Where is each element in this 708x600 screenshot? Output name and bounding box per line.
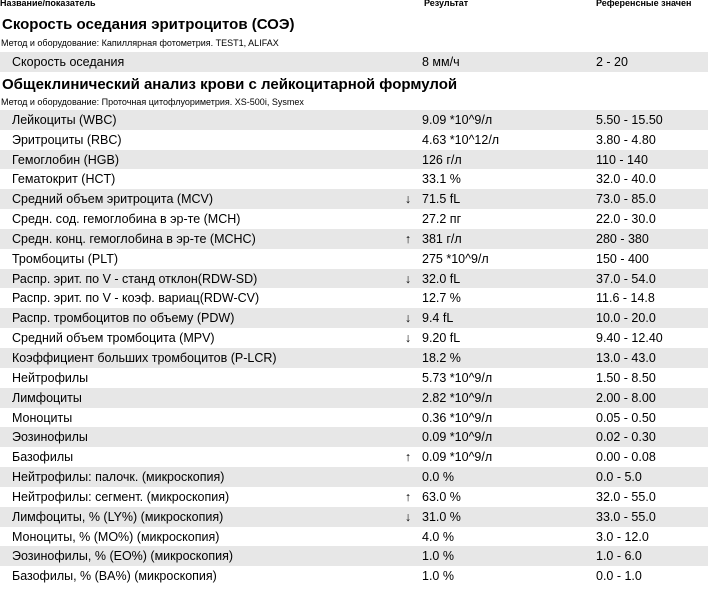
row-reference: 0.0 - 5.0: [596, 470, 642, 485]
table-row: [0, 546, 708, 566]
row-result: 381 г/л: [422, 231, 462, 246]
row-name: Моноциты: [12, 410, 73, 425]
row-flag-arrow-icon: ↑: [404, 450, 412, 465]
row-flag-arrow-icon: ↓: [404, 311, 412, 326]
table-row: [0, 308, 708, 328]
row-name: Распр. тромбоцитов по объему (PDW): [12, 311, 235, 326]
row-flag-arrow-icon: ↑: [404, 231, 412, 246]
table-row: [0, 388, 708, 408]
row-result: 126 г/л: [422, 152, 462, 167]
row-reference: 32.0 - 55.0: [596, 489, 656, 504]
row-name: Эозинофилы, % (EO%) (микроскопия): [12, 549, 234, 564]
section-rows-esr: [0, 52, 708, 72]
row-reference: 0.02 - 0.30: [596, 430, 656, 445]
row-result: 4.0 %: [422, 529, 454, 544]
table-row: [0, 348, 708, 368]
row-name: Эозинофилы: [12, 430, 88, 445]
row-reference: 73.0 - 85.0: [596, 192, 656, 207]
table-row: [0, 288, 708, 308]
row-result: 63.0 %: [422, 489, 461, 504]
row-reference: 280 - 380: [596, 231, 649, 246]
row-name: Средн. сод. гемоглобина в эр-те (MCH): [12, 212, 241, 227]
row-reference: 0.00 - 0.08: [596, 450, 656, 465]
row-flag-arrow-icon: ↓: [404, 509, 412, 524]
row-reference: 150 - 400: [596, 251, 649, 266]
row-result: 33.1 %: [422, 172, 461, 187]
row-result: 1.0 %: [422, 569, 454, 584]
table-row: [0, 52, 708, 72]
row-name: Базофилы: [12, 450, 74, 465]
table-row: [0, 527, 708, 547]
row-result: 0.0 %: [422, 470, 454, 485]
row-name: Гематокрит (HCT): [12, 172, 116, 187]
table-row: [0, 269, 708, 289]
row-reference: 5.50 - 15.50: [596, 112, 663, 127]
row-name: Распр. эрит. по V - коэф. вариац(RDW-CV): [12, 291, 260, 306]
row-name: Тромбоциты (PLT): [12, 251, 119, 266]
row-reference: 3.80 - 4.80: [596, 132, 656, 147]
table-row: [0, 328, 708, 348]
row-reference: 1.0 - 6.0: [596, 549, 642, 564]
row-flag-arrow-icon: ↓: [404, 271, 412, 286]
row-reference: 9.40 - 12.40: [596, 331, 663, 346]
row-reference: 2 - 20: [596, 55, 628, 69]
row-result: 4.63 *10^12/л: [422, 132, 500, 147]
row-result: 12.7 %: [422, 291, 461, 306]
row-name: Лейкоциты (WBC): [12, 112, 117, 127]
row-flag-arrow-icon: ↑: [404, 489, 412, 504]
row-name: Базофилы, % (BA%) (микроскопия): [12, 569, 217, 584]
table-row: [0, 150, 708, 170]
row-name: Средний объем эритроцита (MCV): [12, 192, 214, 207]
row-result: 8 мм/ч: [422, 55, 460, 69]
row-reference: 32.0 - 40.0: [596, 172, 656, 187]
row-result: 32.0 fL: [422, 271, 461, 286]
row-flag-arrow-icon: ↓: [404, 192, 412, 207]
row-result: 31.0 %: [422, 509, 461, 524]
header-reference: Референсные значен: [596, 0, 692, 8]
row-result: 18.2 %: [422, 350, 461, 365]
row-result: 9.20 fL: [422, 331, 461, 346]
row-reference: 2.00 - 8.00: [596, 390, 656, 405]
row-result: 0.36 *10^9/л: [422, 410, 493, 425]
row-name: Нейтрофилы: палочк. (микроскопия): [12, 470, 225, 485]
row-result: 0.09 *10^9/л: [422, 450, 493, 465]
header-name: Название/показатель: [0, 0, 96, 8]
row-name: Скорость оседания: [12, 55, 125, 69]
row-reference: 10.0 - 20.0: [596, 311, 656, 326]
section-title-cbc: Общеклинический анализ крови с лейкоцитарной формулой: [2, 75, 458, 93]
table-row: [0, 447, 708, 467]
row-reference: 37.0 - 54.0: [596, 271, 656, 286]
row-result: 275 *10^9/л: [422, 251, 489, 266]
section-title-esr: Скорость оседания эритроцитов (СОЭ): [2, 16, 295, 33]
table-row: [0, 169, 708, 189]
row-reference: 0.0 - 1.0: [596, 569, 642, 584]
table-row: [0, 249, 708, 269]
row-reference: 3.0 - 12.0: [596, 529, 649, 544]
table-row: [0, 209, 708, 229]
row-result: 27.2 пг: [422, 212, 462, 227]
table-row: [0, 368, 708, 388]
row-name: Моноциты, % (MO%) (микроскопия): [12, 529, 220, 544]
row-name: Средн. конц. гемоглобина в эр-те (MCHC): [12, 231, 256, 246]
row-name: Нейтрофилы: сегмент. (микроскопия): [12, 489, 230, 504]
row-result: 9.09 *10^9/л: [422, 112, 493, 127]
table-row: [0, 110, 708, 130]
table-row: [0, 566, 708, 586]
row-reference: 22.0 - 30.0: [596, 212, 656, 227]
row-reference: 11.6 - 14.8: [596, 291, 655, 306]
row-flag-arrow-icon: ↓: [404, 331, 412, 346]
row-reference: 13.0 - 43.0: [596, 350, 656, 365]
column-headers: [0, 0, 708, 10]
section-rows-cbc: [0, 110, 708, 586]
row-reference: 1.50 - 8.50: [596, 370, 656, 385]
row-name: Гемоглобин (HGB): [12, 152, 120, 167]
table-row: [0, 189, 708, 209]
table-row: [0, 427, 708, 447]
table-row: [0, 408, 708, 428]
table-row: [0, 467, 708, 487]
row-result: 1.0 %: [422, 549, 454, 564]
row-reference: 33.0 - 55.0: [596, 509, 656, 524]
row-name: Распр. эрит. по V - станд отклон(RDW-SD): [12, 271, 258, 286]
row-result: 2.82 *10^9/л: [422, 390, 493, 405]
row-name: Коэффициент больших тромбоцитов (P-LCR): [12, 350, 277, 365]
header-result: Результат: [424, 0, 469, 8]
table-row: [0, 507, 708, 527]
row-result: 9.4 fL: [422, 311, 454, 326]
row-name: Лимфоциты, % (LY%) (микроскопия): [12, 509, 224, 524]
row-name: Лимфоциты: [12, 390, 82, 405]
row-reference: 0.05 - 0.50: [596, 410, 656, 425]
row-result: 71.5 fL: [422, 192, 461, 207]
row-result: 5.73 *10^9/л: [422, 370, 493, 385]
section-method-esr: Метод и оборудование: Капиллярная фотометрия. TEST1, ALIFAX: [1, 38, 279, 48]
table-row: [0, 487, 708, 507]
row-name: Средний объем тромбоцита (MPV): [12, 331, 215, 346]
section-method-cbc: Метод и оборудование: Проточная цитофлуориметрия. XS-500i, Sysmex: [1, 96, 304, 107]
row-reference: 110 - 140: [596, 152, 648, 167]
row-result: 0.09 *10^9/л: [422, 430, 493, 445]
table-row: [0, 130, 708, 150]
row-name: Эритроциты (RBC): [12, 132, 122, 147]
table-row: [0, 229, 708, 249]
row-name: Нейтрофилы: [12, 370, 89, 385]
